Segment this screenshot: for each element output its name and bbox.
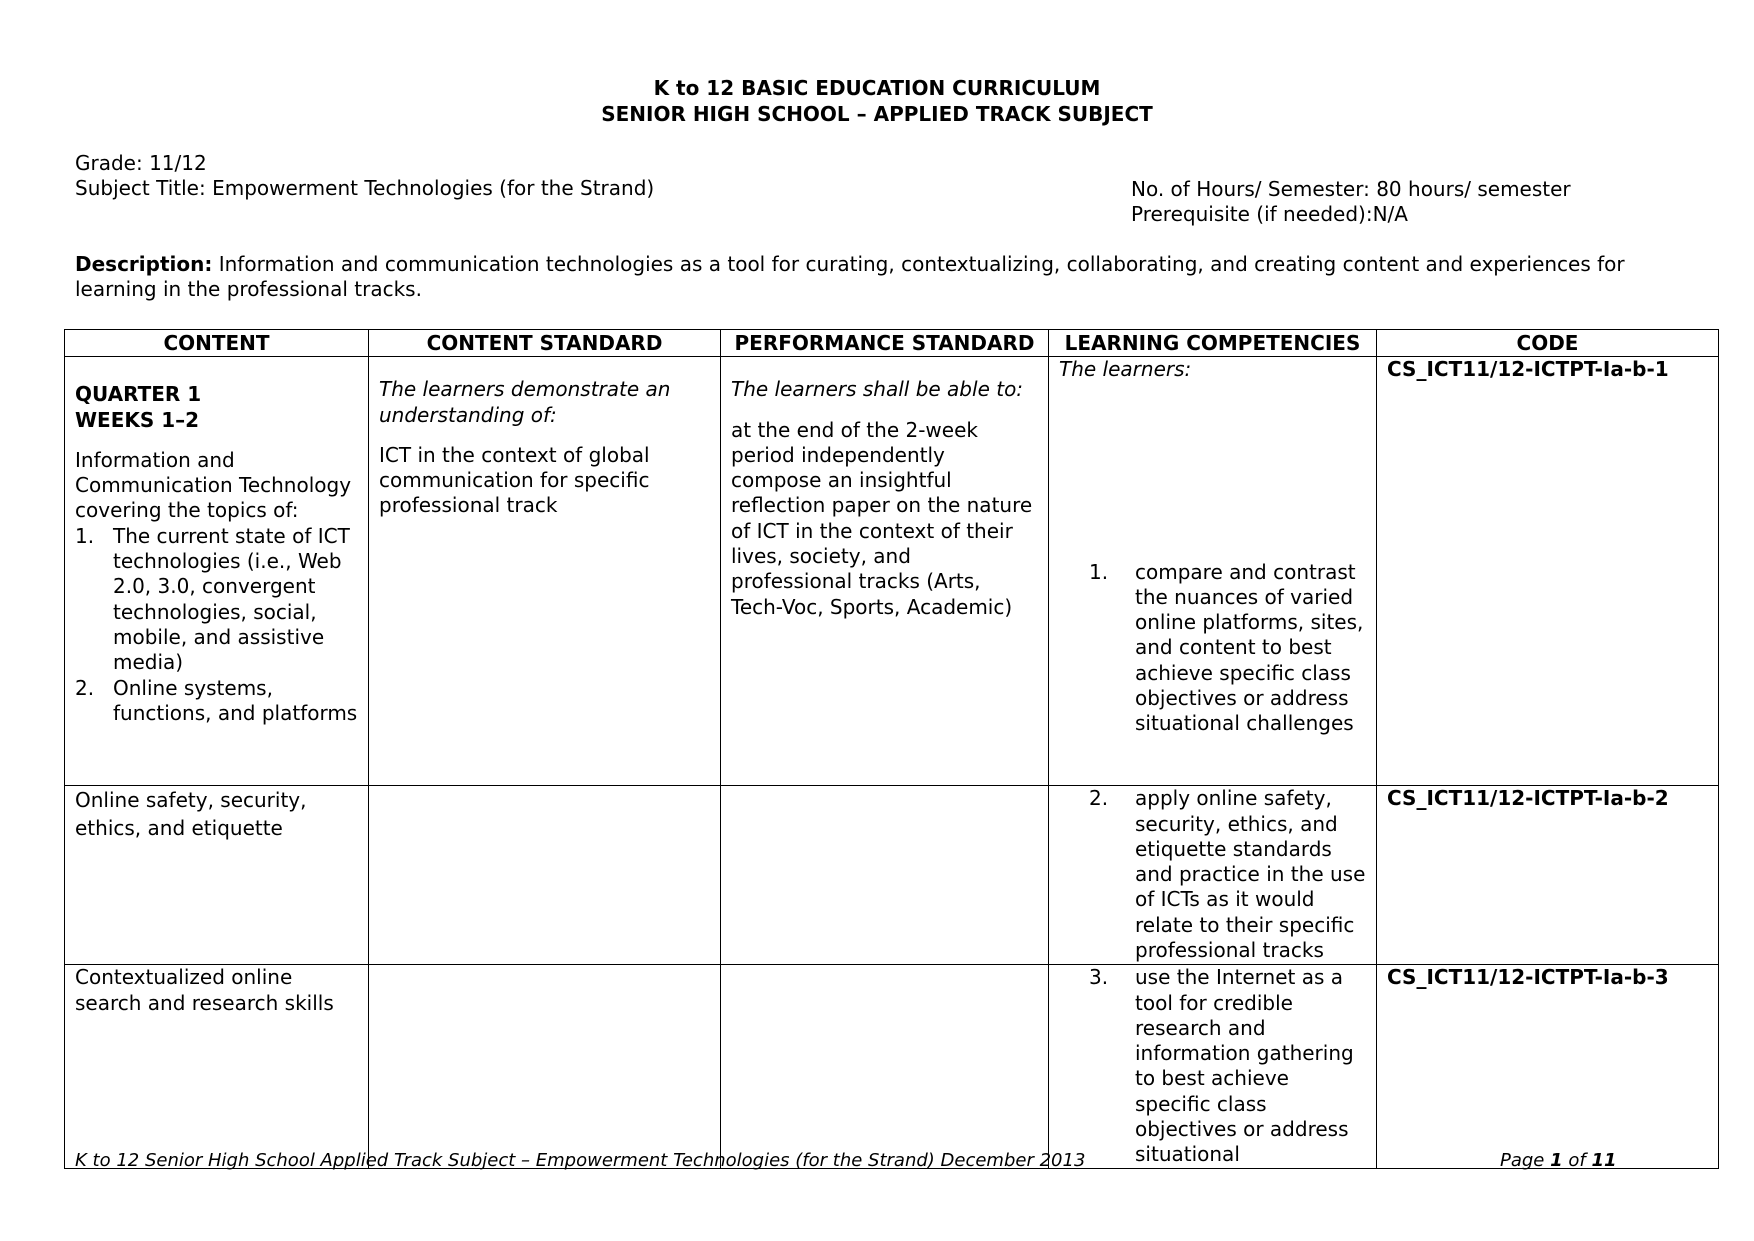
description xyxy=(75,252,1690,302)
header-learning-competencies: LEARNING COMPETENCIES xyxy=(1049,330,1377,357)
list-item-text: Online systems, functions, and platforms xyxy=(113,675,358,725)
list-item-number: 1. xyxy=(75,523,95,548)
title-line-2: SENIOR HIGH SCHOOL – APPLIED TRACK SUBJECT xyxy=(601,102,1153,126)
competency-item xyxy=(1059,965,1366,1167)
weeks-label: WEEKS 1–2 xyxy=(75,407,200,432)
list-item xyxy=(75,524,358,676)
competency-text: compare and contrast the nuances of varied online platforms, sites, and content to best achieve specific class objectives or address situational challenges xyxy=(1135,559,1364,736)
competency-number: 2. xyxy=(1089,786,1109,811)
content-standard-text: ICT in the context of global communication for specific professional track xyxy=(379,442,650,518)
description-label: Description: xyxy=(75,252,213,276)
header-content: CONTENT xyxy=(65,330,369,357)
content-text: Online safety, security, ethics, and etiquette xyxy=(75,788,307,841)
competency-cell xyxy=(1049,786,1377,965)
content-text: Contextualized online search and research skills xyxy=(75,965,334,1015)
meta-right xyxy=(1131,177,1571,227)
content-standard-cell xyxy=(369,786,721,965)
content-intro: Information and Communication Technology covering the topics of: xyxy=(75,447,352,523)
code-cell: CS_ICT11/12-ICTPT-Ia-b-2 xyxy=(1377,786,1719,965)
competency-cell xyxy=(1049,965,1377,1168)
performance-standard-text: at the end of the 2-week period independently compose an insightful reflection paper on the nature of ICT in the context of their lives, society, and professional tracks (Arts, Tech-Voc, Sports, Academic) xyxy=(731,417,1033,619)
content-standard-cell xyxy=(369,357,721,786)
competency-item xyxy=(1059,786,1366,963)
page-of: of xyxy=(1562,1150,1592,1171)
table-row xyxy=(65,965,1719,1168)
footer-text: K to 12 Senior High School Applied Track Subject – Empowerment Technologies (for the Strand) December 2013 xyxy=(75,1150,1086,1171)
table-row xyxy=(65,357,1719,786)
list-item-number: 2. xyxy=(75,675,95,700)
description-text: Information and communication technologies as a tool for curating, contextualizing, collaborating, and creating content and experiences for learning in the professional tracks. xyxy=(75,252,1625,301)
performance-standard-lead: The learners shall be able to: xyxy=(731,377,1024,402)
competency-cell xyxy=(1049,357,1377,786)
content-cell xyxy=(65,965,369,1168)
table-row xyxy=(65,786,1719,965)
page-current: 1 xyxy=(1550,1150,1563,1171)
prerequisite-label: Prerequisite (if needed):N/A xyxy=(1131,202,1408,226)
list-item xyxy=(75,676,358,727)
title-line-1: K to 12 BASIC EDUCATION CURRICULUM xyxy=(653,76,1101,100)
competency-lead: The learners: xyxy=(1059,357,1192,382)
code-cell: CS_ICT11/12-ICTPT-Ia-b-3 xyxy=(1377,965,1719,1168)
competency-text: use the Internet as a tool for credible research and information gathering to best achieve specific class objectives or address situational xyxy=(1135,965,1354,1167)
content-cell xyxy=(65,786,369,965)
competency-number: 1. xyxy=(1089,559,1109,584)
subject-title: Subject Title: Empowerment Technologies (for the Strand) xyxy=(75,176,655,200)
performance-standard-cell xyxy=(721,357,1049,786)
competency-item xyxy=(1059,560,1366,737)
curriculum-table xyxy=(64,329,1719,1169)
quarter-label: QUARTER 1 xyxy=(75,382,202,407)
performance-standard-cell xyxy=(721,965,1049,1168)
code-cell: CS_ICT11/12-ICTPT-Ia-b-1 xyxy=(1377,357,1719,786)
meta-left xyxy=(75,151,654,201)
performance-standard-cell xyxy=(721,786,1049,965)
content-standard-cell xyxy=(369,965,721,1168)
table-header-row xyxy=(65,330,1719,357)
header-content-standard: CONTENT STANDARD xyxy=(369,330,721,357)
competency-text: apply online safety, security, ethics, and etiquette standards and practice in the use of ICTs as it would relate to their specific professional tracks xyxy=(1135,786,1366,963)
content-cell xyxy=(65,357,369,786)
header-performance-standard: PERFORMANCE STANDARD xyxy=(721,330,1049,357)
grade-label: Grade: 11/12 xyxy=(75,151,207,175)
hours-label: No. of Hours/ Semester: 80 hours/ semester xyxy=(1131,177,1571,201)
page-word: Page xyxy=(1500,1150,1551,1171)
list-item-text: The current state of ICT technologies (i.e., Web 2.0, 3.0, convergent technologies, social, mobile, and assistive media) xyxy=(113,523,350,675)
content-standard-lead: The learners demonstrate an understanding of: xyxy=(379,377,671,427)
competency-number: 3. xyxy=(1089,965,1109,990)
header-code: CODE xyxy=(1377,330,1719,357)
content-topic-list xyxy=(75,524,358,726)
page-total: 11 xyxy=(1591,1150,1617,1171)
document-title xyxy=(0,75,1754,127)
page-number xyxy=(1500,1150,1617,1172)
